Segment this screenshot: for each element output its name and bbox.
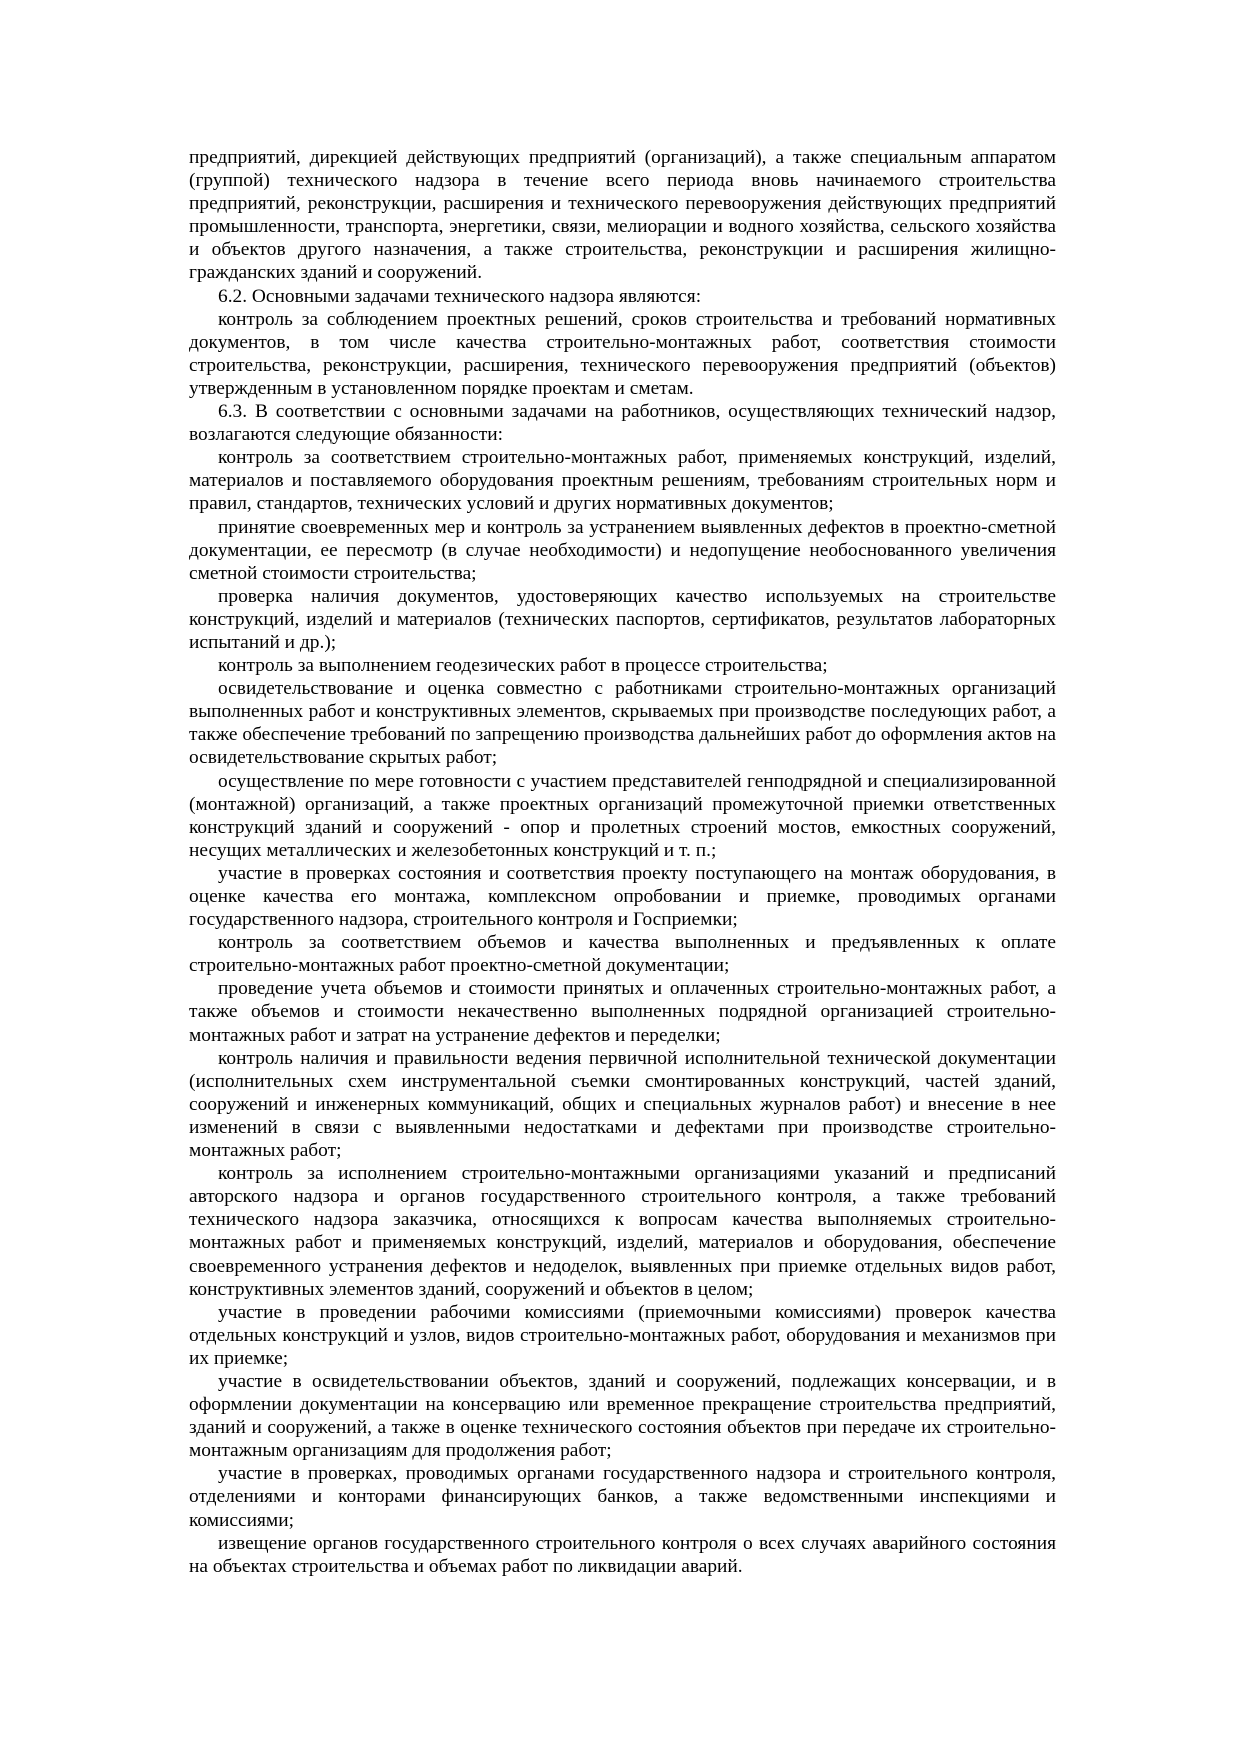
duty-item: проверка наличия документов, удостоверяющих качество используемых на строительстве конструкций, изделий и материалов (технических паспортов, сертификатов, результатов лабораторных испытаний и др.); xyxy=(189,585,1056,653)
duty-item: контроль за соответствием строительно-монтажных работ, применяемых конструкций, изделий, материалов и поставляемого оборудования проектным решениям, требованиям строительных норм и правил, стандартов, технических условий и других нормативных документов; xyxy=(189,447,1056,515)
duty-item: проведение учета объемов и стоимости принятых и оплаченных строительно-монтажных работ, а также объемов и стоимости некачественно выполненных подрядной организацией строительно-монтажных работ и затрат на устранение дефектов и переделки; xyxy=(189,978,1056,1046)
duty-item: осуществление по мере готовности с участием представителей генподрядной и специализированной (монтажной) организаций, а также проектных организаций промежуточной приемки ответственных конструкций зданий и сооружений - опор и пролетных строений мостов, емкостных сооружений, несущих металлических и железобетонных конструкций и т. п.; xyxy=(189,770,1056,861)
duty-item: контроль за исполнением строительно-монтажными организациями указаний и предписаний авторского надзора и органов государственного строительного контроля, а также требований технического надзора заказчика, относящихся к вопросам качества выполняемых строительно-монтажных работ и применяемых конструкций, изделий, материалов и оборудования, обеспечение своевременного устранения дефектов и недоделок, выявленных при приемке отдельных видов работ, конструктивных элементов зданий, сооружений и объектов в целом; xyxy=(189,1163,1056,1300)
duty-item: контроль наличия и правильности ведения первичной исполнительной технической документации (исполнительных схем инструментальной съемки смонтированных конструкций, частей зданий, сооружений и инженерных коммуникаций, общих и специальных журналов работ) и внесение в нее изменений в связи с выявленными недостатками и дефектами при производстве строительно-монтажных работ; xyxy=(189,1047,1056,1162)
duty-item: участие в проведении рабочими комиссиями (приемочными комиссиями) проверок качества отдельных конструкций и узлов, видов строительно-монтажных работ, оборудования и механизмов при их приемке; xyxy=(189,1301,1056,1369)
duty-item: участие в проверках, проводимых органами государственного надзора и строительного контроля, отделениями и конторами финансирующих банков, а также ведомственными инспекциями и комиссиями; xyxy=(189,1463,1056,1531)
paragraph-continuation: предприятий, дирекцией действующих предприятий (организаций), а также специальным аппаратом (группой) технического надзора в течение всего периода вновь начинаемого строительства предприятий, реконструкции, расширения и технического перевооружения действующих предприятий промышленности, транспорта, энергетики, связи, мелиорации и водного хозяйства, сельского хозяйства и объектов другого назначения, а также строительства, реконструкции и расширения жилищно-гражданских зданий и сооружений. xyxy=(189,147,1056,284)
duty-item: извещение органов государственного строительного контроля о всех случаях аварийного состояния на объектах строительства и объемах работ по ликвидации аварий. xyxy=(189,1532,1056,1577)
section-6-2-heading: 6.2. Основными задачами технического надзора являются: xyxy=(218,285,702,307)
duty-item: участие в проверках состояния и соответствия проекту поступающего на монтаж оборудования, в оценке качества его монтажа, комплексном опробовании и приемке, проводимых органами государственного надзора, строительного контроля и Госприемки; xyxy=(189,862,1056,931)
paragraph: контроль за соблюдением проектных решений, сроков строительства и требований нормативных документов, в том числе качества строительно-монтажных работ, соответствия стоимости строительства, реконструкции, расширения, технического перевооружения предприятий (объектов) утвержденным в установленном порядке проектам и сметам. xyxy=(189,308,1056,399)
duty-item: контроль за соответствием объемов и качества выполненных и предъявленных к оплате строительно-монтажных работ проектно-сметной документации; xyxy=(189,932,1056,977)
document-page xyxy=(189,146,1056,1578)
duty-item: принятие своевременных мер и контроль за устранением выявленных дефектов в проектно-сметной документации, ее пересмотр (в случае необходимости) и недопущение необоснованного увеличения сметной стоимости строительства; xyxy=(189,516,1056,584)
duty-item: освидетельствование и оценка совместно с работниками строительно-монтажных организаций выполненных работ и конструктивных элементов, скрываемых при производстве последующих работ, а также обеспечение требований по запрещению производства дальнейших работ до оформления актов на освидетельствование скрытых работ; xyxy=(189,678,1056,769)
duty-item: контроль за выполнением геодезических работ в процессе строительства; xyxy=(218,655,828,677)
section-6-3-heading: 6.3. В соответствии с основными задачами на работников, осуществляющих технический надзор, возлагаются следующие обязанности: xyxy=(189,401,1056,446)
duty-item: участие в освидетельствовании объектов, зданий и сооружений, подлежащих консервации, и в оформлении документации на консервацию или временное прекращение строительства предприятий, зданий и сооружений, а также в оценке технического состояния объектов при передаче их строительно-монтажным организациям для продолжения работ; xyxy=(189,1370,1056,1462)
